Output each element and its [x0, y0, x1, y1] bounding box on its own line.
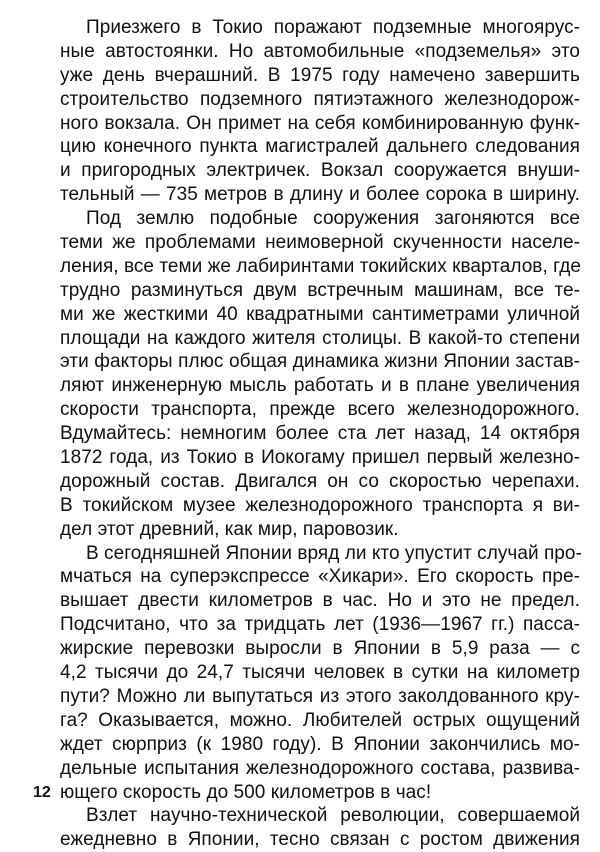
paragraph-2 [60, 207, 580, 541]
text-line: В токийском музее железнодорожного транспорта я ви- [60, 494, 580, 516]
text-line: Подсчитано, что за тридцать лет (1936—1967 гг.) пасса- [60, 614, 580, 636]
text-line: дорожный состав. Двигался он со скоростью черепахи. [60, 470, 580, 492]
text-line: ежедневно в Японии, тесно связан с ростом движения [60, 829, 580, 851]
text-line: Взлет научно-технической революции, совершаемой [86, 805, 580, 827]
text-line: 4,2 тысячи до 24,7 тысячи человек в сутки на километр [60, 662, 580, 684]
body-text [60, 16, 580, 852]
text-line: пути? Можно ли выпутаться из этого заколдованного кру- [60, 685, 580, 707]
text-line: эти факторы плюс общая динамика жизни Японии застав- [60, 351, 580, 373]
text-line: жирские перевозки выросли в Японии в 5,9 раза — с [60, 638, 580, 660]
text-line: ного вокзала. Он примет на себя комбинированную функ- [60, 112, 580, 134]
text-line: цию конечного пункта магистралей дальнего следования [60, 136, 580, 158]
paragraph-4 [60, 804, 580, 852]
text-line: га? Оказывается, можно. Любителей острых ощущений [60, 709, 580, 731]
text-line: ные автостоянки. Но автомобильные «подземелья» это [60, 40, 580, 62]
text-line: вышает двести километров в час. Но и это не предел. [60, 590, 580, 612]
text-line: строительство подземного пятиэтажного железнодорож- [60, 88, 580, 110]
text-line: Приезжего в Токио поражают подземные многоярус- [86, 17, 580, 38]
text-line: скорости транспорта, прежде всего железнодорожного. [60, 399, 580, 421]
text-line: 1872 года, из Токио в Иокогаму пришел первый железно- [60, 447, 580, 469]
text-line: уже день вчерашний. В 1975 году намечено завершить [60, 64, 580, 86]
text-line: ющего скорость до 500 километров в час! [60, 781, 432, 803]
text-line: трудно разминуться двум встречным машинам, все те- [60, 279, 580, 301]
paragraph-3 [60, 542, 580, 805]
paragraph-1 [60, 16, 580, 207]
text-line: ждет сюрприз (к 1980 году). В Японии закончились мо- [60, 733, 580, 755]
text-line: ляют инженерную мысль работать и в плане увеличения [60, 375, 580, 397]
text-line: ления, все теми же лабиринтами токийских кварталов, где [60, 255, 581, 277]
text-line: Вдумайтесь: немногим более ста лет назад, 14 октября [60, 423, 580, 445]
text-line: дел этот древний, как мир, паровозик. [60, 518, 399, 540]
text-line: мчаться на суперэкспрессе «Хикари». Его скорость пре- [60, 566, 580, 588]
text-line: и пригородных электричек. Вокзал сооружается внуши- [60, 160, 580, 182]
text-line: теми же проблемами неимоверной скученности населе- [60, 232, 580, 254]
page-number: 12 [33, 784, 51, 801]
text-line: Под землю подобные сооружения загоняются все [86, 208, 580, 230]
text-line: В сегодняшней Японии вряд ли кто упустит случай про- [86, 542, 582, 564]
text-line: площади на каждого жителя столицы. В какой-то степени [60, 327, 580, 349]
text-line: дельные испытания железнодорожного состава, развива- [60, 757, 580, 779]
text-line: тельный — 735 метров в длину и более сорока в ширину. [60, 184, 580, 206]
text-line: ми же жесткими 40 квадратными сантиметрами уличной [60, 303, 580, 325]
